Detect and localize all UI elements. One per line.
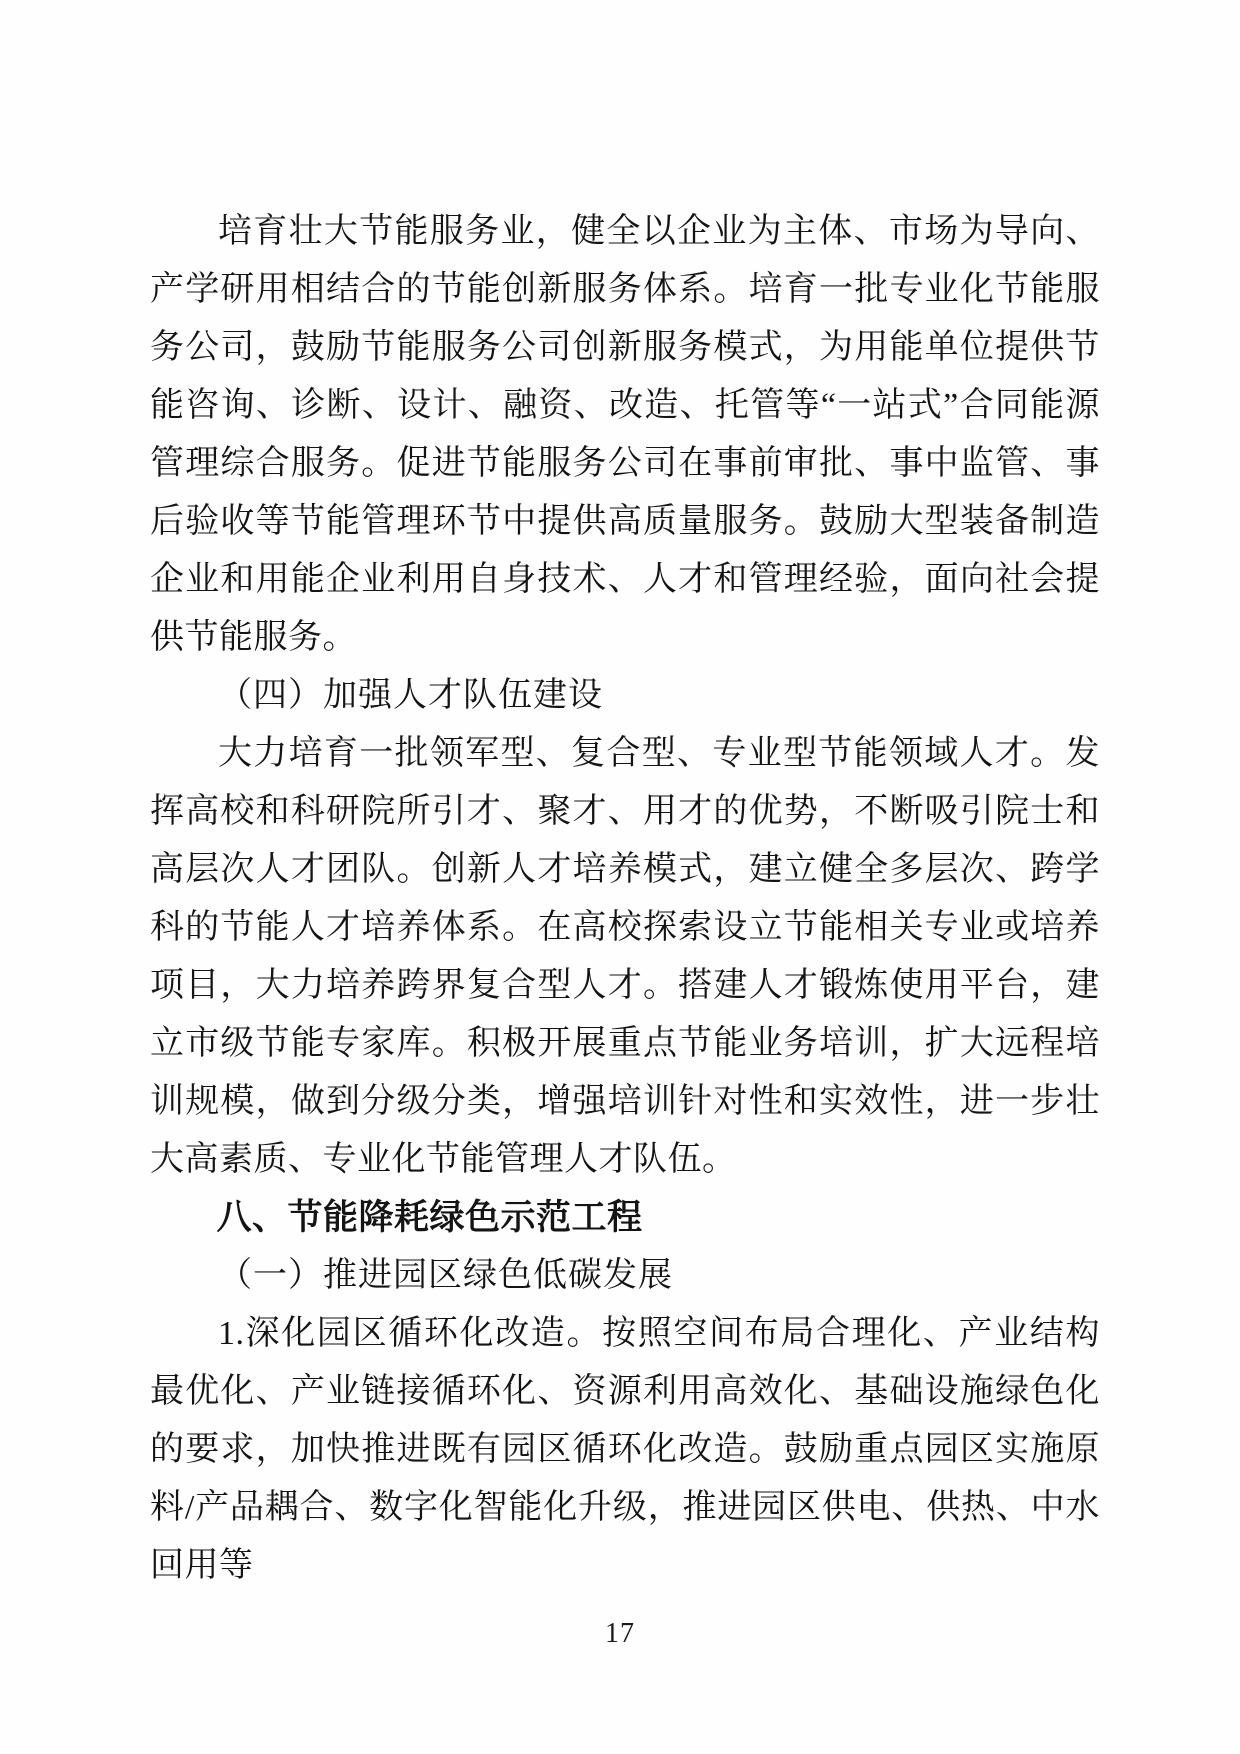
- subheading-strengthen-talent-team: （四）加强人才队伍建设: [218, 677, 603, 714]
- paragraph-energy-service-industry: 培育壮大节能服务业，健全以企业为主体、市场为导向、产学研用相结合的节能创新服务体系。培育一批专业化节能服务公司，鼓励节能服务公司创新服务模式，为用能单位提供节能咨询、诊断、设计、融资、改造、托管等“一站式”合同能源管理综合服务。促进节能服务公司在事前审批、事中监管、事后验收等节能管理环节中提供高质量服务。鼓励大型装备制造企业和用能企业利用自身技术、人才和管理经验，面向社会提供节能服务。: [150, 213, 1100, 656]
- paragraph-park-circular-transformation: 1.深化园区循环化改造。按照空间布局合理化、产业结构最优化、产业链接循环化、资源利用高效化、基础设施绿色化的要求，加快推进既有园区循环化改造。鼓励重点园区实施原料/产品耦合、数字化智能化升级，推进园区供电、供热、中水回用等: [150, 1315, 1100, 1584]
- subheading-park-green-low-carbon: （一）推进园区绿色低碳发展: [218, 1257, 673, 1294]
- page-number: 17: [605, 1618, 635, 1649]
- heading-green-demonstration-project: 八、节能降耗绿色示范工程: [216, 1198, 643, 1237]
- page-footer: [0, 1618, 1240, 1650]
- paragraph-talent-cultivation: 大力培育一批领军型、复合型、专业型节能领域人才。发挥高校和科研院所引才、聚才、用才的优势，不断吸引院士和高层次人才团队。创新人才培养模式，建立健全多层次、跨学科的节能人才培养体系。在高校探索设立节能相关专业或培养项目，大力培养跨界复合型人才。搭建人才锻炼使用平台，建立市级节能专家库。积极开展重点节能业务培训，扩大远程培训规模，做到分级分类，增强培训针对性和实效性，进一步壮大高素质、专业化节能管理人才队伍。: [150, 735, 1100, 1178]
- text-content: [150, 203, 1100, 1595]
